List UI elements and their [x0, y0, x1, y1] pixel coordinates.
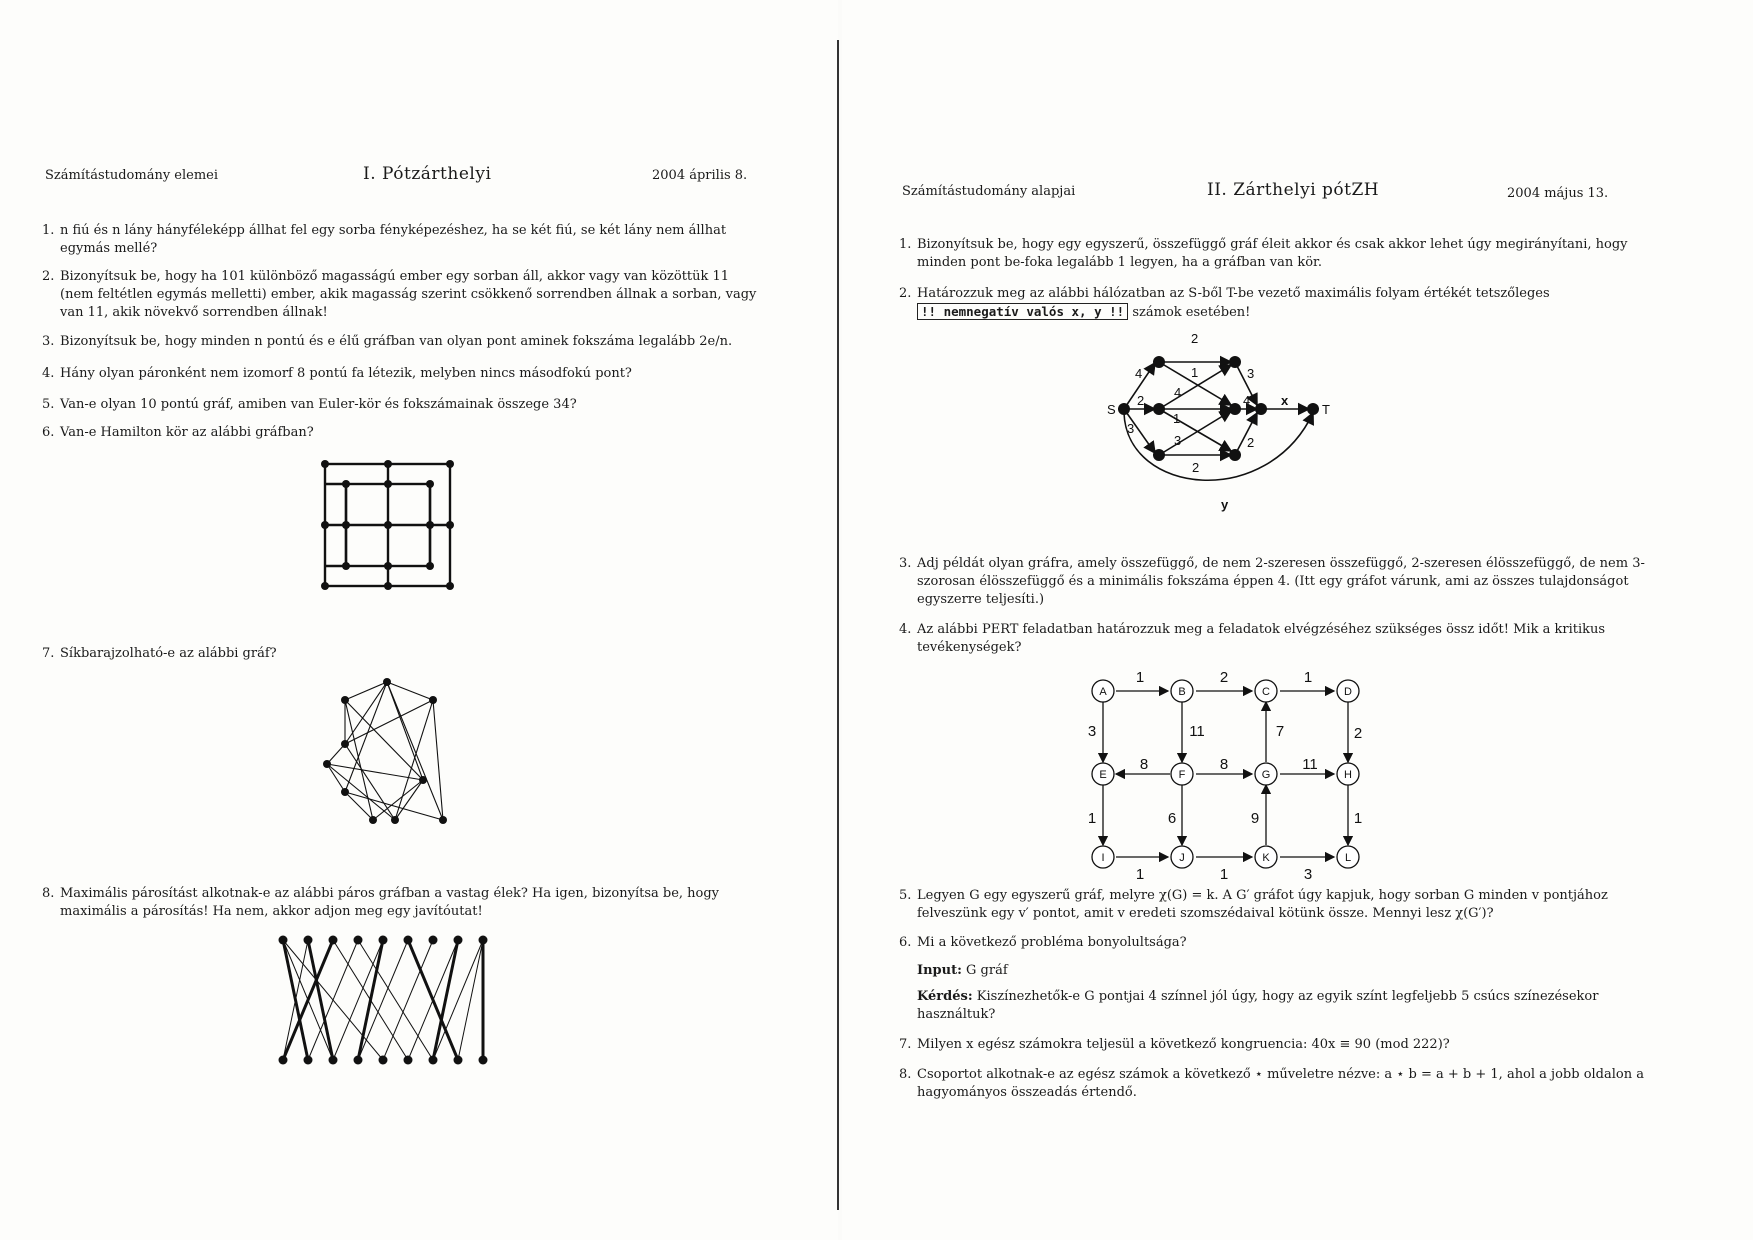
pert-node-e: E: [1099, 769, 1107, 781]
nonnegative-real-box: !! nemnegatív valós x, y !!: [917, 303, 1128, 320]
right-exam-title: II. Zárthelyi pótZH: [1207, 180, 1380, 200]
pert-weight: 9: [1250, 810, 1260, 827]
right-exam-date: 2004 május 13.: [1507, 186, 1609, 201]
flow-node-sink: T: [1322, 402, 1330, 417]
pert-node-j: J: [1179, 852, 1185, 864]
pert-weight: 1: [1303, 669, 1313, 686]
right-problem-5: 5. Legyen G egy egyszerű gráf, melyre χ(G) = k. A G′ gráfot úgy kapjuk, hogy sorban G minden v pontjához felveszünk egy v′ pontot, amit v eredeti szomszédaival kötünk össze. Mennyi lesz χ(G′)?: [899, 888, 1608, 921]
left-problem-6: 6. Van-e Hamilton kör az alábbi gráfban?: [42, 425, 314, 440]
flow-cap-label: 3: [1127, 421, 1135, 436]
flow-cap-label: 1: [1173, 411, 1181, 426]
pert-node-b: B: [1178, 686, 1186, 698]
right-problem-4: 4. Az alábbi PERT feladatban határozzuk meg a feladatok elvégzéséhez szükséges össz időt! Mik a kritikus tevékenységek?: [899, 622, 1606, 655]
pert-node-c: C: [1262, 686, 1270, 698]
pert-weight: 8: [1219, 756, 1229, 773]
flow-network-diagram: [1107, 331, 1342, 515]
pert-weight: 3: [1303, 866, 1313, 883]
right-problem-3: 3. Adj példát olyan gráfra, amely összefüggő, de nem 2-szeresen összefüggő, 2-szeresen élösszefüggő, de nem 3-szorosan élösszefüggő és a minimális fokszáma éppen 4. (Itt egy gráfot várunk, ami az összes tulajdonságot egyszerre teljesíti.): [899, 556, 1645, 607]
pert-weight: 1: [1087, 810, 1097, 827]
flow-cap-label: 3: [1174, 433, 1182, 448]
right-exam-sheet: [842, 0, 1753, 1240]
pert-node-h: H: [1344, 769, 1352, 781]
left-course-name: Számítástudomány elemei: [45, 168, 219, 183]
pert-node-i: I: [1101, 852, 1105, 864]
right-problem-2: 2. Határozzuk meg az alábbi hálózatban az S-ből T-be vezető maximális folyam értékét tetszőleges !! nemnegatív valós x, y !! számok esetében!: [899, 286, 1550, 320]
pert-weight: 1: [1135, 669, 1145, 686]
right-problem-1: 1. Bizonyítsuk be, hogy egy egyszerű, összefüggő gráf éleit akkor és csak akkor lehet úgy megirányítani, hogy minden pont be-foka legalább 1 legyen, ha a gráfban van kör.: [899, 237, 1628, 270]
pert-weight: 6: [1167, 810, 1177, 827]
flow-cap-label: 2: [1192, 460, 1200, 475]
flow-cap-label: 4: [1135, 366, 1143, 381]
pert-weight: 7: [1275, 723, 1285, 740]
left-problem-5: 5. Van-e olyan 10 pontú gráf, amiben van Euler-kör és fokszámainak összege 34?: [42, 397, 577, 412]
pert-weight: 3: [1087, 723, 1097, 740]
right-problem-6-input: Input: G gráf: [917, 963, 1008, 978]
pert-weight: 2: [1219, 669, 1229, 686]
planarity-graph: [315, 672, 475, 842]
pert-weight: 2: [1353, 725, 1363, 742]
left-problem-2: 2. Bizonyítsuk be, hogy ha 101 különböző magasságú ember egy sorban áll, akkor vagy van közöttük 11 (nem feltétlen egymás melletti) ember, akik magasság szerint csökkenő sorrendben állnak a sorban, vagy van 11, akik növekvő sorrendben állnak!: [42, 269, 757, 320]
pert-weight: 1: [1135, 866, 1145, 883]
left-exam-title: I. Pótzárthelyi: [363, 164, 492, 184]
flow-cap-label: 1: [1191, 365, 1199, 380]
flow-cap-label: 2: [1191, 331, 1199, 346]
pert-weight: 11: [1302, 756, 1318, 773]
flow-node-source: S: [1107, 402, 1116, 417]
right-course-name: Számítástudomány alapjai: [902, 184, 1076, 199]
pert-node-d: D: [1344, 686, 1352, 698]
left-exam-date: 2004 április 8.: [652, 168, 748, 183]
flow-cap-label: 2: [1137, 393, 1145, 408]
pert-node-k: K: [1262, 852, 1270, 864]
left-exam-sheet: [0, 0, 838, 1240]
flow-cap-label-x: x: [1281, 393, 1289, 408]
flow-cap-label: 3: [1247, 366, 1255, 381]
flow-cap-label-y: y: [1221, 497, 1229, 512]
hamilton-grid-graph: [315, 455, 465, 600]
pert-weight: 1: [1219, 866, 1229, 883]
pert-diagram: [1087, 665, 1370, 885]
pert-node-g: G: [1261, 769, 1271, 781]
left-problem-1: 1. n fiú és n lány hányféleképp állhat fel egy sorba fényképezéshez, ha se két fiú, se két lány nem állhat egymás mellé?: [42, 223, 727, 256]
flow-cap-label: 2: [1247, 435, 1255, 450]
pert-weight: 1: [1353, 810, 1363, 827]
pert-node-l: L: [1344, 852, 1352, 864]
flow-cap-label: 4: [1243, 393, 1251, 408]
right-problem-8: 8. Csoportot alkotnak-e az egész számok a következő ⋆ műveletre nézve: a ⋆ b = a + b + 1, ahol a jobb oldalon a hagyományos összeadás értendő.: [899, 1067, 1644, 1100]
right-problem-6: 6. Mi a következő probléma bonyolultsága?: [899, 935, 1187, 950]
bipartite-matching-graph: [268, 928, 510, 1068]
page-divider-line: [837, 40, 839, 1210]
left-problem-3: 3. Bizonyítsuk be, hogy minden n pontú és e élű gráfban van olyan pont aminek fokszáma legalább 2e/n.: [42, 334, 733, 349]
pert-weight: 8: [1139, 756, 1149, 773]
pert-node-f: F: [1178, 769, 1186, 781]
left-problem-7: 7. Síkbarajzolható-e az alábbi gráf?: [42, 646, 277, 661]
right-problem-6-question: Kérdés: Kiszínezhetők-e G pontjai 4 színnel jól úgy, hogy az egyik színt legfeljebb 5 csúcs színezésekor használtuk?: [917, 989, 1599, 1022]
right-problem-7: 7. Milyen x egész számokra teljesül a következő kongruencia: 40x ≡ 90 (mod 222)?: [899, 1037, 1450, 1052]
left-problem-4: 4. Hány olyan páronként nem izomorf 8 pontú fa létezik, melyben nincs másodfokú pont?: [42, 366, 632, 381]
pert-weight: 11: [1189, 723, 1205, 740]
left-problem-8: 8. Maximális párosítást alkotnak-e az alábbi páros gráfban a vastag élek? Ha igen, bizonyítsa be, hogy maximális a párosítás! Ha nem, akkor adjon meg egy javítóutat!: [42, 886, 720, 919]
flow-cap-label: 4: [1174, 385, 1182, 400]
pert-node-a: A: [1099, 686, 1107, 698]
